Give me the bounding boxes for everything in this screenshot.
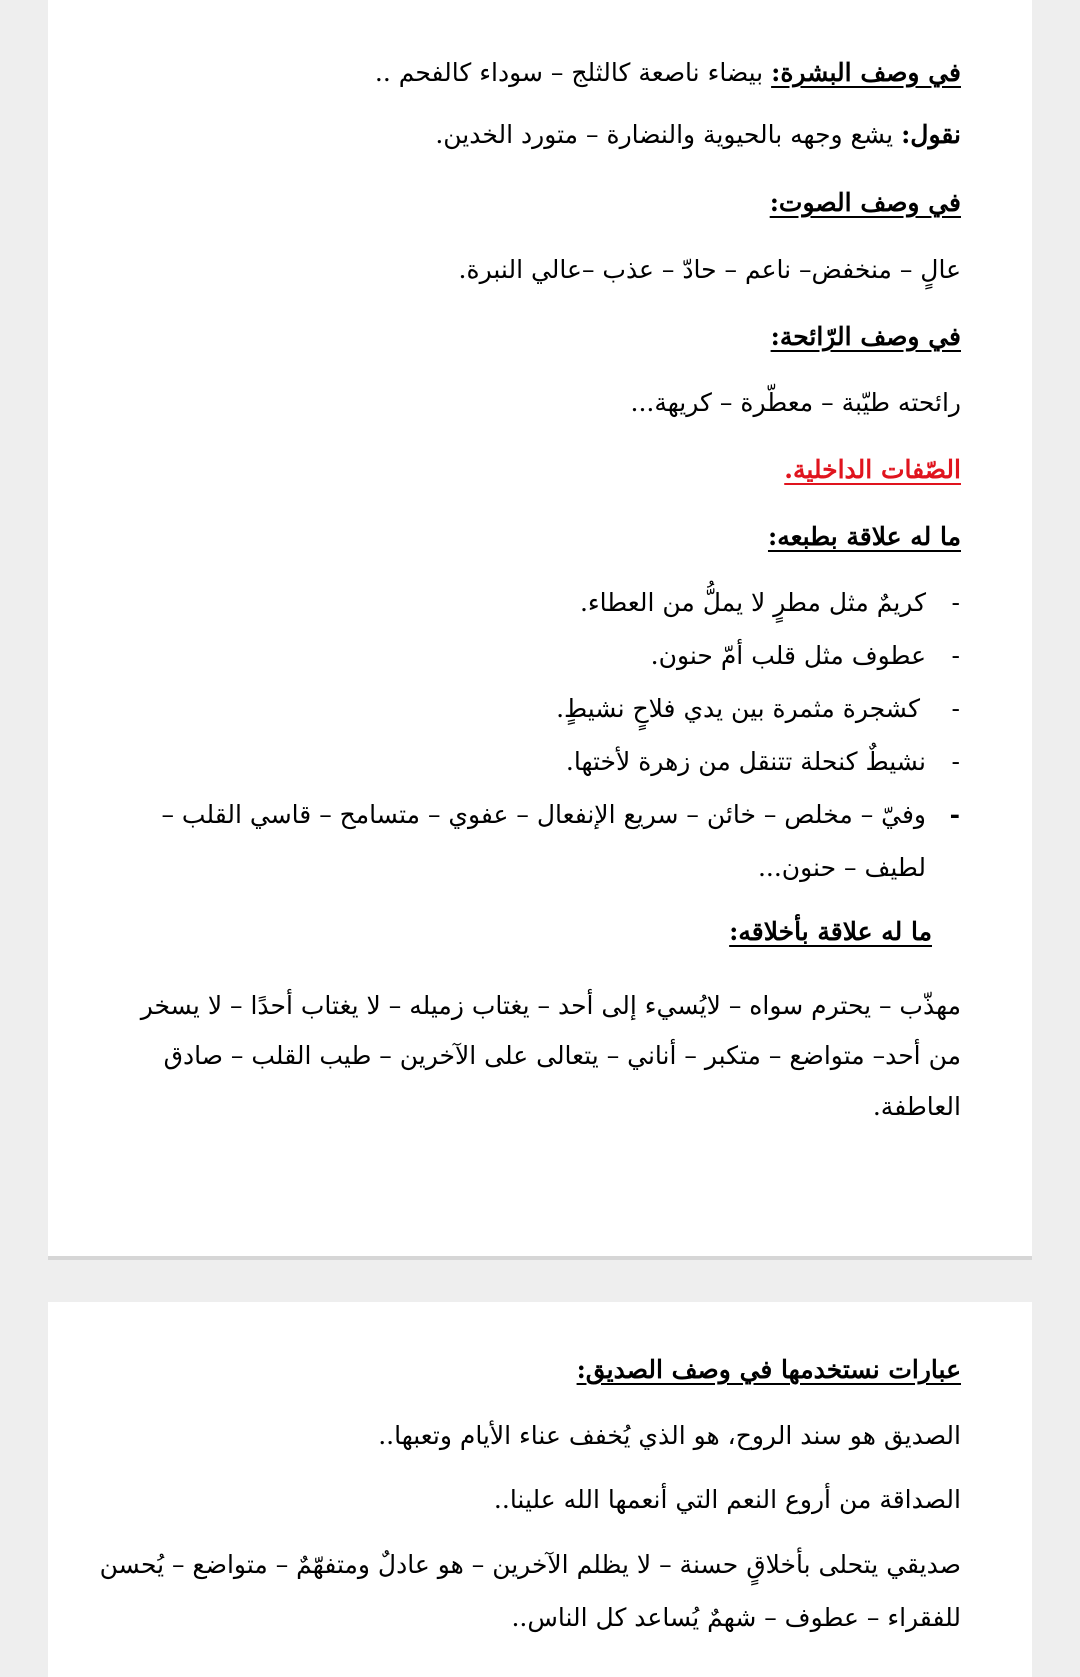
bullet-dash: - [951, 588, 960, 617]
friend-line-1: الصديق هو سند الروح، هو الذي يُخفف عناء الأيام وتعبها.. [378, 1421, 961, 1450]
list-item-traits-continued: لطيف – حنون... [757, 853, 926, 882]
friend-line-3: صديقي يتحلى بأخلاقٍ حسنة – لا يظلم الآخرين – هو عادلٌ ومتفهّمٌ – متواضع – يُحسن [99, 1550, 961, 1579]
document-page-1 [48, 0, 1032, 1260]
list-item-traits: وفيّ – مخلص – خائن – سريع الإنفعال – عفوي – متسامح – قاسي القلب – [161, 800, 926, 829]
morals-line-3: العاطفة. [872, 1092, 961, 1121]
bullet-dash: - [951, 747, 960, 776]
voice-heading: في وصف الصوت: [769, 188, 961, 217]
morals-heading: ما له علاقة بأخلاقه: [729, 917, 932, 946]
skin-description-line [375, 55, 961, 91]
say-text: يشع وجهه بالحيوية والنضارة – متورد الخدين. [435, 120, 902, 149]
friend-heading: عبارات نستخدمها في وصف الصديق: [576, 1355, 961, 1384]
friend-line-4: للفقراء – عطوف – شهمٌ يُساعد كل الناس.. [511, 1603, 961, 1632]
morals-line-2: من أحد– متواضع – متكبر – أناني – يتعالى على الآخرين – طيب القلب – صادق [163, 1041, 961, 1070]
list-item: كشجرة مثمرة بين يدي فلاحٍ نشيطٍ. [556, 694, 920, 723]
voice-text: عالٍ – منخفض– ناعم – حادّ – عذب –عالي النبرة. [458, 255, 961, 284]
list-item: عطوف مثل قلب أمّ حنون. [650, 641, 926, 670]
say-label: نقول: [901, 120, 961, 149]
list-item: كريمٌ مثل مطرٍ لا يملُّ من العطاء. [579, 588, 926, 617]
bullet-dash: - [949, 800, 960, 829]
skin-label: في وصف البشرة: [771, 58, 961, 87]
bullet-dash: - [951, 694, 960, 723]
smell-text: رائحته طيّبة – معطّرة – كريهة... [630, 388, 961, 417]
document-page-2 [48, 1302, 1032, 1677]
friend-line-2: الصداقة من أروع النعم التي أنعمها الله علينا.. [493, 1485, 961, 1514]
bullet-dash: - [951, 641, 960, 670]
skin-text: بيضاء ناصعة كالثلج – سوداء كالفحم .. [374, 58, 772, 87]
nature-heading: ما له علاقة بطبعه: [767, 522, 961, 551]
smell-heading: في وصف الرّائحة: [770, 322, 961, 351]
morals-line-1: مهذّب – يحترم سواه – لايُسيء إلى أحد – يغتاب زميله – لا يغتاب أحدًا – لا يسخر [140, 991, 961, 1020]
internal-traits-heading: الصّفات الداخلية. [784, 455, 961, 484]
list-item: نشيطٌ كنحلة تتنقل من زهرة لأختها. [565, 747, 926, 776]
say-line [435, 117, 961, 153]
